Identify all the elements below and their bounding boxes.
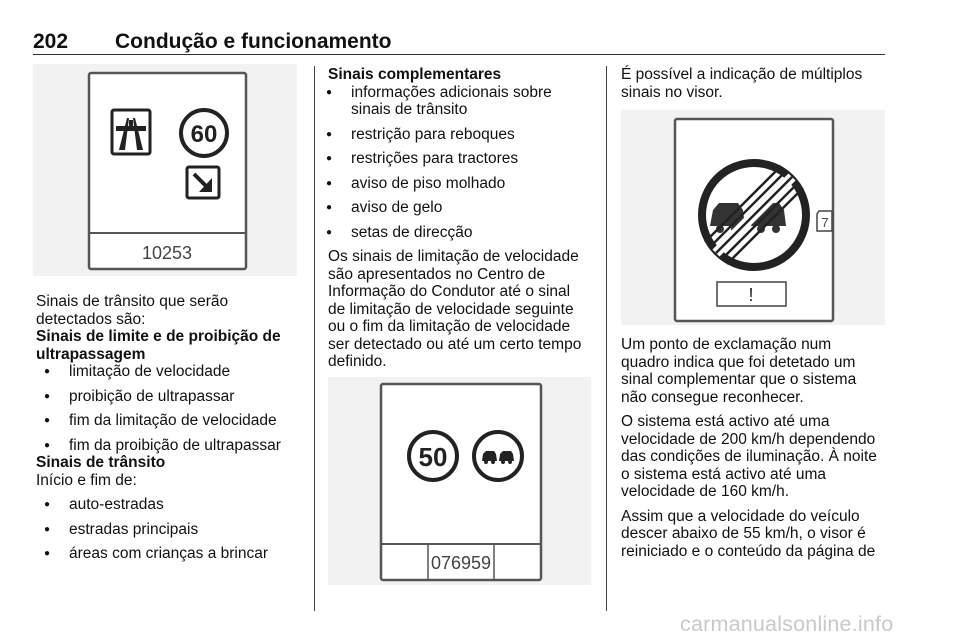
list-item: ● aviso de gelo — [318, 199, 600, 217]
complementary-list — [318, 84, 600, 242]
list-item: ● fim da limitação de velocidade — [36, 412, 308, 430]
intro-line-2: sinais no visor. — [621, 83, 723, 101]
list-item-line: ● informações adicionais sobre — [351, 83, 552, 101]
text-line: quadro indica que foi detetado um — [621, 353, 856, 371]
text-line: Assim que a velocidade do veículo — [621, 507, 860, 525]
figure-speed-overtaking-svg — [328, 377, 591, 585]
column-3-body — [621, 336, 891, 560]
road-signs-list — [36, 496, 308, 563]
text-line: reiniciado e o conteúdo da página de — [621, 542, 876, 560]
watermark: carmanualsonline.info — [680, 612, 894, 636]
speed-limit-paragraph — [328, 248, 600, 371]
text-line: não consegue reconhecer. — [621, 388, 804, 406]
speed-limit-60-icon — [181, 110, 227, 156]
figure-end-no-overtaking-sign — [621, 110, 885, 325]
text-line: velocidade de 200 km/h dependendo — [621, 430, 876, 448]
section-title: Condução e funcionamento — [115, 30, 392, 53]
text-line: são apresentados no Centro de — [328, 265, 546, 283]
figure-end-no-overtaking-svg — [621, 110, 885, 325]
text-line: descer abaixo de 55 km/h, o visor é — [621, 525, 866, 542]
column-1 — [36, 293, 308, 563]
list-item-line: sinais de trânsito — [351, 101, 468, 118]
column-divider-1 — [314, 66, 315, 611]
page-header — [33, 32, 885, 55]
text-line: Informação do Condutor até o sinal — [328, 283, 571, 300]
intro-line-2: detectados são: — [36, 310, 146, 328]
column-divider-2 — [606, 66, 607, 611]
column-3 — [621, 66, 891, 101]
heading-limit-line-2: ultrapassagem — [36, 345, 146, 363]
list-item: ● setas de direcção — [318, 224, 600, 242]
intro-start-end: Início e fim de: — [36, 471, 137, 489]
text-line: o sistema está activo até uma — [621, 465, 827, 483]
text-line: definido. — [328, 353, 387, 370]
page-number: 202 — [33, 30, 69, 53]
column-2 — [328, 66, 600, 371]
side-number: 7 — [821, 215, 829, 230]
limit-list — [36, 363, 308, 454]
text-line: de limitação de velocidade seguinte — [328, 300, 574, 318]
heading-complementary: Sinais complementares — [328, 66, 502, 83]
list-item — [318, 84, 600, 119]
no-overtaking-icon — [474, 432, 522, 480]
exclamation-symbol: ! — [748, 285, 754, 305]
text-line: Um ponto de exclamação num — [621, 336, 832, 353]
active-speed-paragraph — [621, 413, 891, 501]
text-line: sinal complementar que o sistema — [621, 371, 857, 388]
figure-code: 10253 — [141, 243, 193, 263]
intro-line-1: É possível a indicação de múltiplos — [621, 66, 863, 83]
figure-motorway-sign — [33, 64, 297, 276]
svg-text:60: 60 — [190, 121, 218, 148]
text-line: ser detectado ou até um certo tempo — [328, 335, 582, 353]
list-item: ● fim da proibição de ultrapassar — [36, 437, 308, 455]
arrow-down-right-icon — [187, 167, 219, 198]
list-item: ● limitação de velocidade — [36, 363, 308, 381]
list-item: ● proibição de ultrapassar — [36, 388, 308, 406]
figure-code: 076959 — [430, 553, 492, 573]
list-item: ● aviso de piso molhado — [318, 175, 600, 193]
heading-limit-line-1: Sinais de limite e de proibição de — [36, 328, 281, 345]
text-line: velocidade de 160 km/h. — [621, 483, 790, 500]
exclamation-paragraph — [621, 336, 891, 406]
reset-paragraph — [621, 508, 891, 561]
svg-text:50: 50 — [418, 442, 448, 472]
list-item: ● estradas principais — [36, 521, 308, 539]
text-line: O sistema está activo até uma — [621, 413, 830, 430]
text-line: Os sinais de limitação de velocidade — [328, 248, 579, 265]
list-item: ● restrições para tractores — [318, 150, 600, 168]
speed-limit-50-icon — [409, 432, 457, 480]
list-item: ● restrição para reboques — [318, 126, 600, 144]
figure-speed-overtaking-sign — [328, 377, 591, 585]
motorway-icon — [112, 110, 150, 154]
text-line: ou o fim da limitação de velocidade — [328, 318, 571, 335]
intro-line-1: Sinais de trânsito que serão — [36, 293, 229, 310]
list-item: ● auto-estradas — [36, 496, 308, 514]
text-line: das condições de iluminação. À noite — [621, 448, 877, 465]
list-item: ● áreas com crianças a brincar — [36, 545, 308, 563]
end-no-overtaking-icon — [702, 163, 806, 267]
heading-road-signs: Sinais de trânsito — [36, 454, 166, 471]
figure-motorway-sign-svg — [33, 64, 297, 276]
